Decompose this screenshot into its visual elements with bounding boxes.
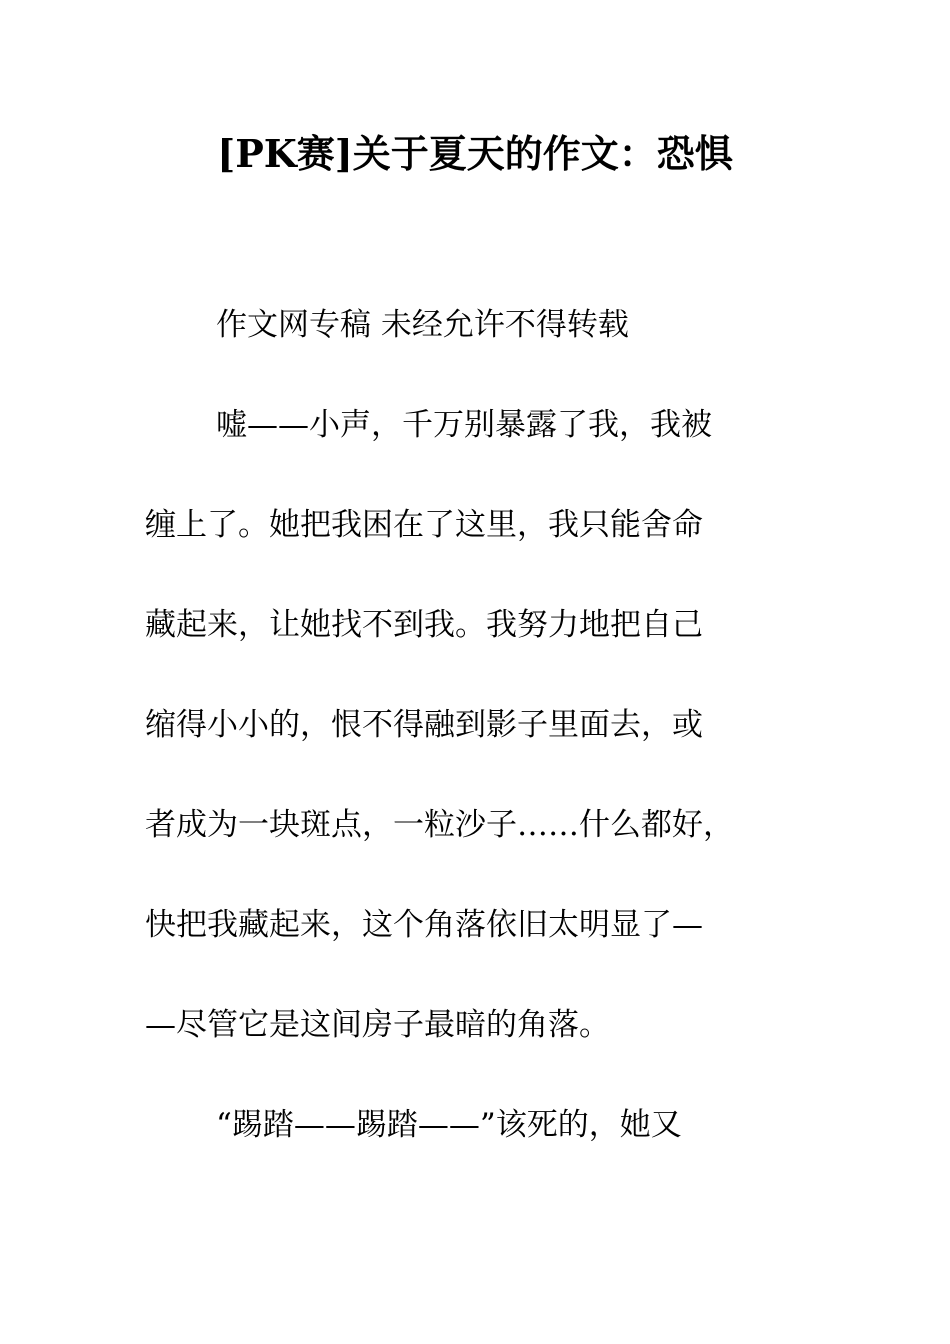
- paragraph-line: —尽管它是这间房子最暗的角落。: [145, 1007, 610, 1043]
- paragraph-line: 缠上了。她把我困在了这里，我只能舍命: [145, 507, 703, 543]
- document-title: [PK赛]关于夏天的作文：恐惧: [217, 131, 733, 176]
- paragraph-line: “踢踏——踢踏——”该死的，她又: [216, 1107, 682, 1143]
- paragraph-line: 嘘——小声，千万别暴露了我，我被: [216, 407, 712, 443]
- paragraph-line: 藏起来，让她找不到我。我努力地把自己: [145, 607, 703, 643]
- paragraph-line: 者成为一块斑点，一粒沙子……什么都好，: [145, 807, 734, 843]
- paragraph-line: 缩得小小的，恨不得融到影子里面去，或: [145, 707, 703, 743]
- paragraph-line: 快把我藏起来，这个角落依旧太明显了—: [145, 907, 703, 943]
- notice-line: 作文网专稿 未经允许不得转载: [216, 307, 629, 343]
